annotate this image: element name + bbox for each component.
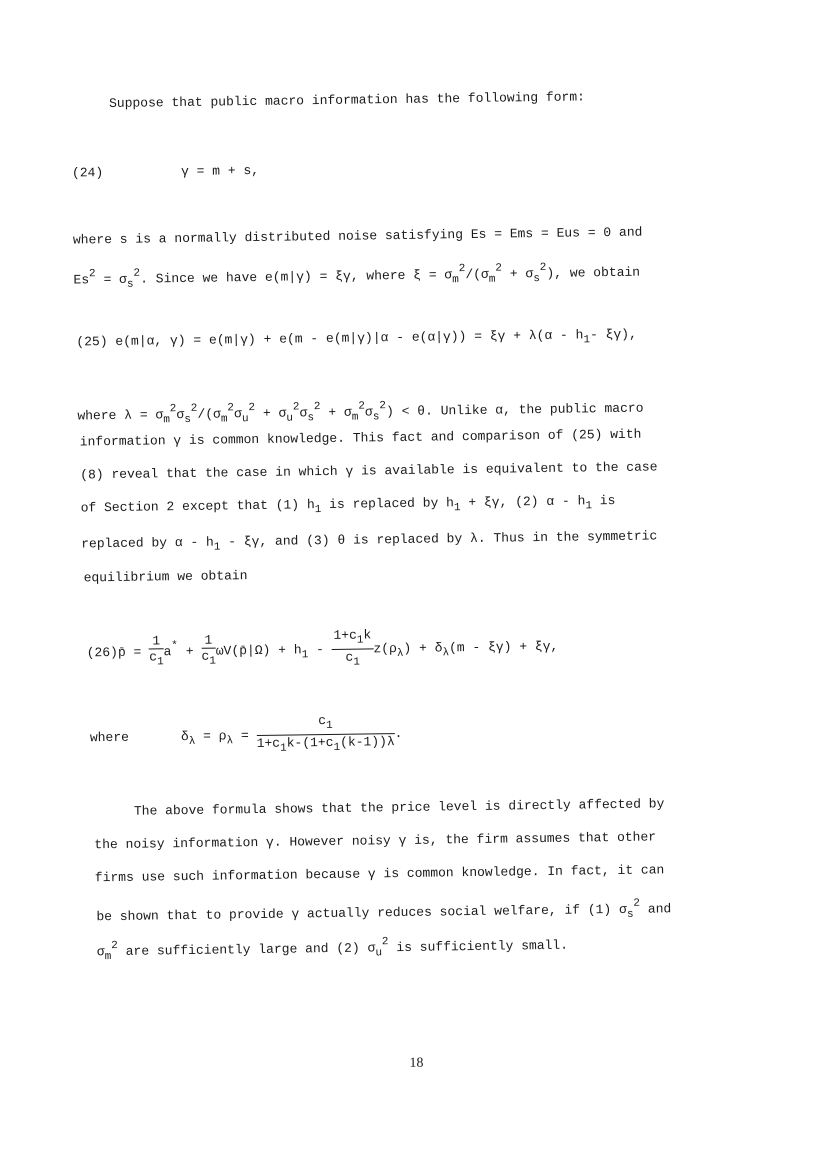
paragraph-conclusion-line-5: $\sigma_m^2$ are sufficiently large and (2) $\sigma_u^2$ is sufficiently small.: [96, 936, 569, 964]
paragraph-lambda-line-1: where $\lambda = \sigma_m^2\sigma_s^2/(\sigma_m^2\sigma_u^2 + \sigma_u^2\sigma_s^2 + \sigma_m^2\sigma_s^2) < \theta$. Unlike α, the public macro: [77, 400, 644, 427]
equation-26: (26)p̄ = $\frac{1}{c_1}$ a* + $\frac{1}{c_1}$ ωV(p̄|Ω) + $h_1$ - $\frac{1+c_1k}{c_1}$ $z(\rho_\lambda) + \delta_\lambda(m - \xi\gamma) + \xi\gamma$,: [86, 627, 559, 669]
paragraph-lambda-line-6: equilibrium we obtain: [83, 568, 248, 586]
paragraph-conclusion-line-1: The above formula shows that the price level is directly affected by: [133, 796, 665, 819]
paragraph-conclusion-line-2: the noisy information γ. However noisy γ is, the firm assumes that other: [94, 829, 657, 853]
equation-24: [72, 163, 259, 182]
equation-body: γ = m + s,: [180, 162, 260, 180]
paragraph-lambda-line-4: of Section 2 except that (1) $h_1$ is replaced by $h_1 + \xi\gamma$, (2) α - $h_1$ is: [80, 492, 616, 517]
paragraph-noise-line-1: where s is a normally distributed noise satisfying Es = Ems = Eus = 0 and: [72, 224, 643, 248]
paragraph-lambda-line-2: information γ is common knowledge. This fact and comparison of (25) with: [79, 426, 642, 450]
paragraph-conclusion-line-3: firms use such information because γ is common knowledge. In fact, it can: [94, 862, 665, 886]
equation-25: (25) e(m|α, $\gamma) = e(m|\gamma) + e(m - e(m|\gamma)|\alpha - e(\alpha|\gamma)) = \xi\gamma + \lambda(\alpha - h_1-$ ξγ),: [76, 326, 637, 350]
delta-definition: where $\delta_\lambda = \rho_\lambda$ = $\frac{c_1}{1+c_1k-(1+c_1(k-1))\lambda}$ .: [89, 713, 403, 755]
paragraph-noise-line-2: $Es^2 = \sigma_s^2$. Since we have e(m|γ) = ξγ, where $\xi = \sigma_m^2/(\sigma_m^2 + \sigma_s^2)$, we obtain: [73, 261, 641, 291]
paragraph-intro: Suppose that public macro information has the following form:: [108, 89, 585, 112]
paragraph-lambda-line-5: replaced by α - $h_1$ - ξγ, and (3) θ is replaced by λ. Thus in the symmetric: [81, 528, 658, 554]
equation-label: (24): [71, 165, 104, 181]
page-number: 18: [409, 1055, 424, 1071]
paragraph-conclusion-line-4: be shown that to provide γ actually reduces social welfare, if (1) $\sigma_s^2$ and: [96, 897, 672, 925]
paragraph-lambda-line-3: (8) reveal that the case in which γ is available is equivalent to the case: [80, 459, 658, 483]
